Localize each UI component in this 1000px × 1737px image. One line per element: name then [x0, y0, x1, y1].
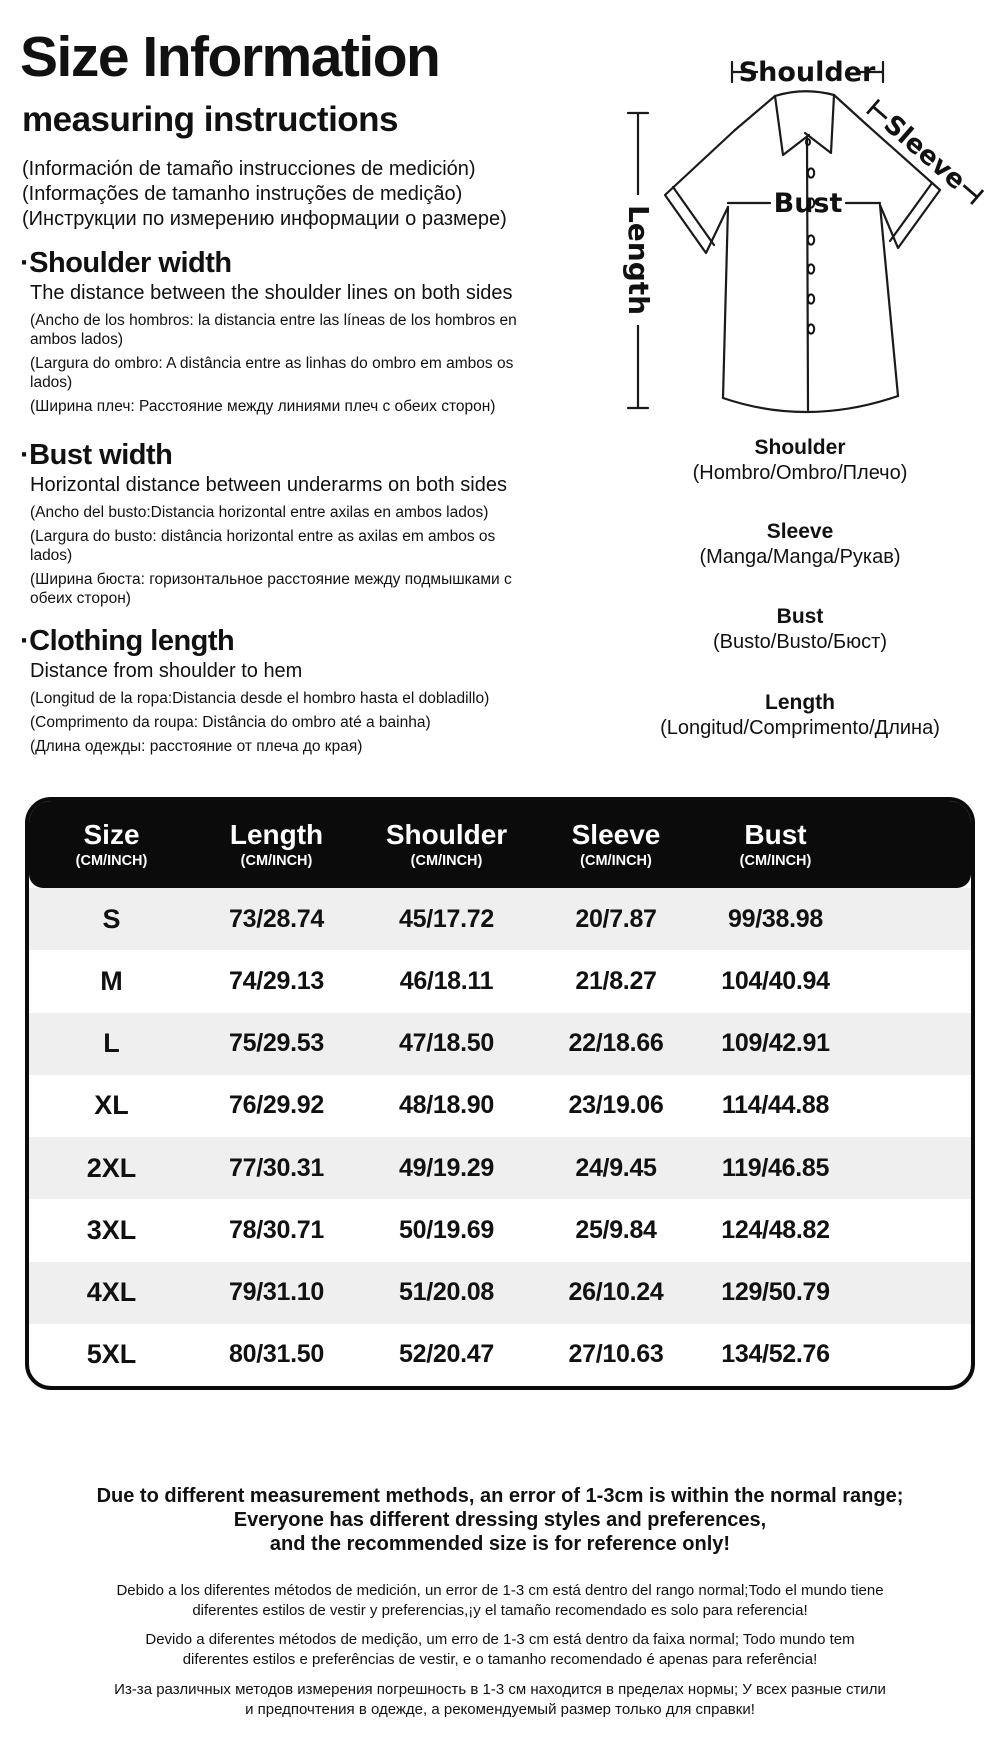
unit-note: (CM/INCH) [240, 852, 313, 869]
size-table-body [29, 888, 971, 1386]
legend-bust [580, 605, 1000, 655]
cell-bust: 134/52.76 [721, 1340, 830, 1369]
disclaimer-line: Due to different measurement methods, an error of 1-3cm is within the normal range; [96, 1485, 904, 1507]
diagram-shoulder-label: Shoulder [738, 57, 876, 88]
cell-size: 4XL [86, 1277, 137, 1308]
subtitle-translations [22, 157, 507, 232]
section-bust-width [20, 438, 540, 608]
section-translation-es: (Longitud de la ropa:Distancia desde el hombro hasta el dobladillo) [30, 690, 490, 707]
section-description: Distance from shoulder to hem [30, 660, 303, 682]
cell-sleeve: 25/9.84 [575, 1215, 657, 1244]
section-translation-ru: (Длина одежды: расстояние от плеча до края) [30, 738, 363, 755]
column-header-bust [698, 819, 853, 871]
table-row [29, 888, 971, 950]
cell-length: 76/29.92 [229, 1091, 324, 1120]
section-heading: ·Clothing length [20, 625, 235, 657]
section-description: The distance between the shoulder lines on both sides [30, 282, 513, 304]
cell-shoulder: 46/18.11 [399, 966, 494, 995]
section-description: Horizontal distance between underarms on both sides [30, 474, 507, 496]
section-translation-es: (Ancho del busto:Distancia horizontal entre axilas en ambos lados) [30, 504, 489, 521]
size-table [25, 797, 975, 1390]
legend-shoulder [580, 436, 1000, 486]
legend-term: Bust [776, 605, 824, 628]
diagram-bust-label: Bust [773, 188, 843, 219]
cell-size: L [103, 1028, 120, 1059]
table-row [29, 1324, 971, 1386]
disclaimer-line: Devido a diferentes métodos de medição, um erro de 1-3 cm está dentro da faixa normal; Todo mundo tem [145, 1631, 855, 1648]
disclaimer-line: diferentes estilos e preferências de vestir, e o tamanho recomendado é apenas para referência! [182, 1651, 818, 1668]
table-row [29, 1013, 971, 1075]
diagram-length-label: Length [622, 204, 655, 316]
column-header-length [194, 819, 359, 871]
cell-shoulder: 52/20.47 [399, 1340, 494, 1369]
column-header-size [29, 819, 194, 871]
table-row [29, 1075, 971, 1137]
table-row [29, 950, 971, 1012]
cell-bust: 99/38.98 [728, 904, 823, 933]
size-table-header [29, 801, 971, 888]
cell-sleeve: 21/8.27 [575, 966, 657, 995]
column-header-shoulder [359, 819, 534, 871]
page-subtitle: measuring instructions [22, 100, 399, 139]
section-clothing-length [20, 624, 540, 756]
table-row [29, 1262, 971, 1324]
subtitle-translation-pt: (Informações de tamanho instruções de medição) [22, 183, 463, 205]
cell-sleeve: 20/7.87 [575, 904, 657, 933]
cell-length: 78/30.71 [229, 1215, 324, 1244]
table-row [29, 1137, 971, 1199]
column-label: Shoulder [385, 818, 508, 850]
disclaimer-line: Debido a los diferentes métodos de medición, un error de 1-3 cm está dentro del rango normal;Todo el mundo tiene [116, 1582, 884, 1599]
disclaimer-line: и предпочтения в одежде, а рекомендуемый размер только для справки! [245, 1701, 755, 1718]
shirt-measurement-diagram [600, 45, 995, 460]
disclaimer-portuguese [0, 1630, 1000, 1670]
section-translation-pt: (Largura do ombro: A distância entre as linhas do ombro em ambos os lados) [30, 355, 514, 391]
disclaimer-spanish [0, 1581, 1000, 1621]
unit-note: (CM/INCH) [739, 852, 812, 869]
column-header-sleeve [534, 819, 698, 871]
page-title: Size Information [20, 25, 440, 89]
legend-term: Length [765, 691, 835, 714]
section-shoulder-width [20, 246, 540, 416]
cell-shoulder: 45/17.72 [399, 904, 494, 933]
disclaimer-line: and the recommended size is for reference only! [269, 1533, 731, 1555]
cell-shoulder: 47/18.50 [399, 1029, 494, 1058]
legend-translation: (Hombro/Ombro/Плечо) [692, 462, 908, 484]
diagram-sleeve-label: ⊢Sleeve⊣ [859, 93, 989, 212]
cell-sleeve: 27/10.63 [568, 1340, 664, 1369]
column-label: Size [83, 818, 140, 850]
legend-translation: (Longitud/Comprimento/Длина) [660, 717, 940, 739]
section-translation-pt: (Largura do busto: distância horizontal entre as axilas em ambos os lados) [30, 528, 496, 564]
section-translation-es: (Ancho de los hombros: la distancia entre las líneas de los hombros en ambos lados) [30, 312, 517, 348]
cell-length: 73/28.74 [229, 904, 324, 933]
cell-bust: 114/44.88 [721, 1091, 830, 1120]
cell-sleeve: 22/18.66 [568, 1029, 664, 1058]
disclaimer-line: Из-за различных методов измерения погрешность в 1-3 см находится в пределах нормы; У всех разные стили [114, 1681, 886, 1698]
cell-length: 75/29.53 [229, 1029, 324, 1058]
cell-bust: 109/42.91 [721, 1029, 830, 1058]
disclaimer-russian [0, 1680, 1000, 1720]
cell-size: S [102, 903, 121, 934]
legend-term: Sleeve [766, 520, 834, 543]
cell-size: 3XL [86, 1214, 137, 1245]
unit-note: (CM/INCH) [410, 852, 483, 869]
legend-translation: (Manga/Manga/Рукав) [699, 546, 901, 568]
cell-bust: 124/48.82 [721, 1215, 830, 1244]
unit-note: (CM/INCH) [75, 852, 148, 869]
cell-length: 79/31.10 [229, 1278, 324, 1307]
legend-translation: (Busto/Busto/Бюст) [712, 631, 887, 653]
section-translation-pt: (Comprimento da roupa: Distância do ombro até a bainha) [30, 714, 431, 731]
cell-length: 74/29.13 [229, 966, 324, 995]
section-heading: ·Shoulder width [20, 247, 232, 279]
column-label: Length [229, 818, 324, 850]
legend-length [580, 691, 1000, 741]
subtitle-translation-es: (Información de tamaño instrucciones de medición) [22, 158, 476, 180]
section-translation-ru: (Ширина плеч: Расстояние между линиями плеч с обеих сторон) [30, 398, 496, 415]
section-heading: ·Bust width [20, 439, 173, 471]
legend-term: Shoulder [754, 436, 846, 459]
cell-shoulder: 50/19.69 [399, 1215, 494, 1244]
cell-size: XL [94, 1090, 129, 1121]
cell-bust: 104/40.94 [721, 966, 830, 995]
disclaimer-line: Everyone has different dressing styles and preferences, [233, 1509, 767, 1531]
cell-sleeve: 23/19.06 [568, 1091, 664, 1120]
cell-shoulder: 51/20.08 [399, 1278, 494, 1307]
disclaimer-line: diferentes estilos de vestir y preferencias,¡y el tamaño recomendado es solo para referencia! [192, 1602, 808, 1619]
cell-length: 77/30.31 [229, 1153, 324, 1182]
table-row [29, 1199, 971, 1261]
column-label: Sleeve [571, 818, 661, 850]
legend-sleeve [580, 520, 1000, 570]
cell-size: 2XL [86, 1152, 137, 1183]
cell-sleeve: 26/10.24 [568, 1278, 664, 1307]
cell-bust: 129/50.79 [721, 1278, 830, 1307]
cell-size: M [100, 965, 123, 996]
cell-shoulder: 48/18.90 [399, 1091, 494, 1120]
cell-shoulder: 49/19.29 [399, 1153, 494, 1182]
section-translation-ru: (Ширина бюста: горизонтальное расстояние между подмышками с обеих сторон) [30, 571, 512, 607]
cell-sleeve: 24/9.45 [575, 1153, 657, 1182]
disclaimer-english [0, 1484, 1000, 1556]
unit-note: (CM/INCH) [580, 852, 652, 869]
subtitle-translation-ru: (Инструкции по измерению информации о размере) [22, 208, 507, 230]
cell-bust: 119/46.85 [721, 1153, 830, 1182]
cell-length: 80/31.50 [229, 1340, 324, 1369]
cell-size: 5XL [86, 1339, 137, 1370]
column-label: Bust [744, 818, 807, 850]
